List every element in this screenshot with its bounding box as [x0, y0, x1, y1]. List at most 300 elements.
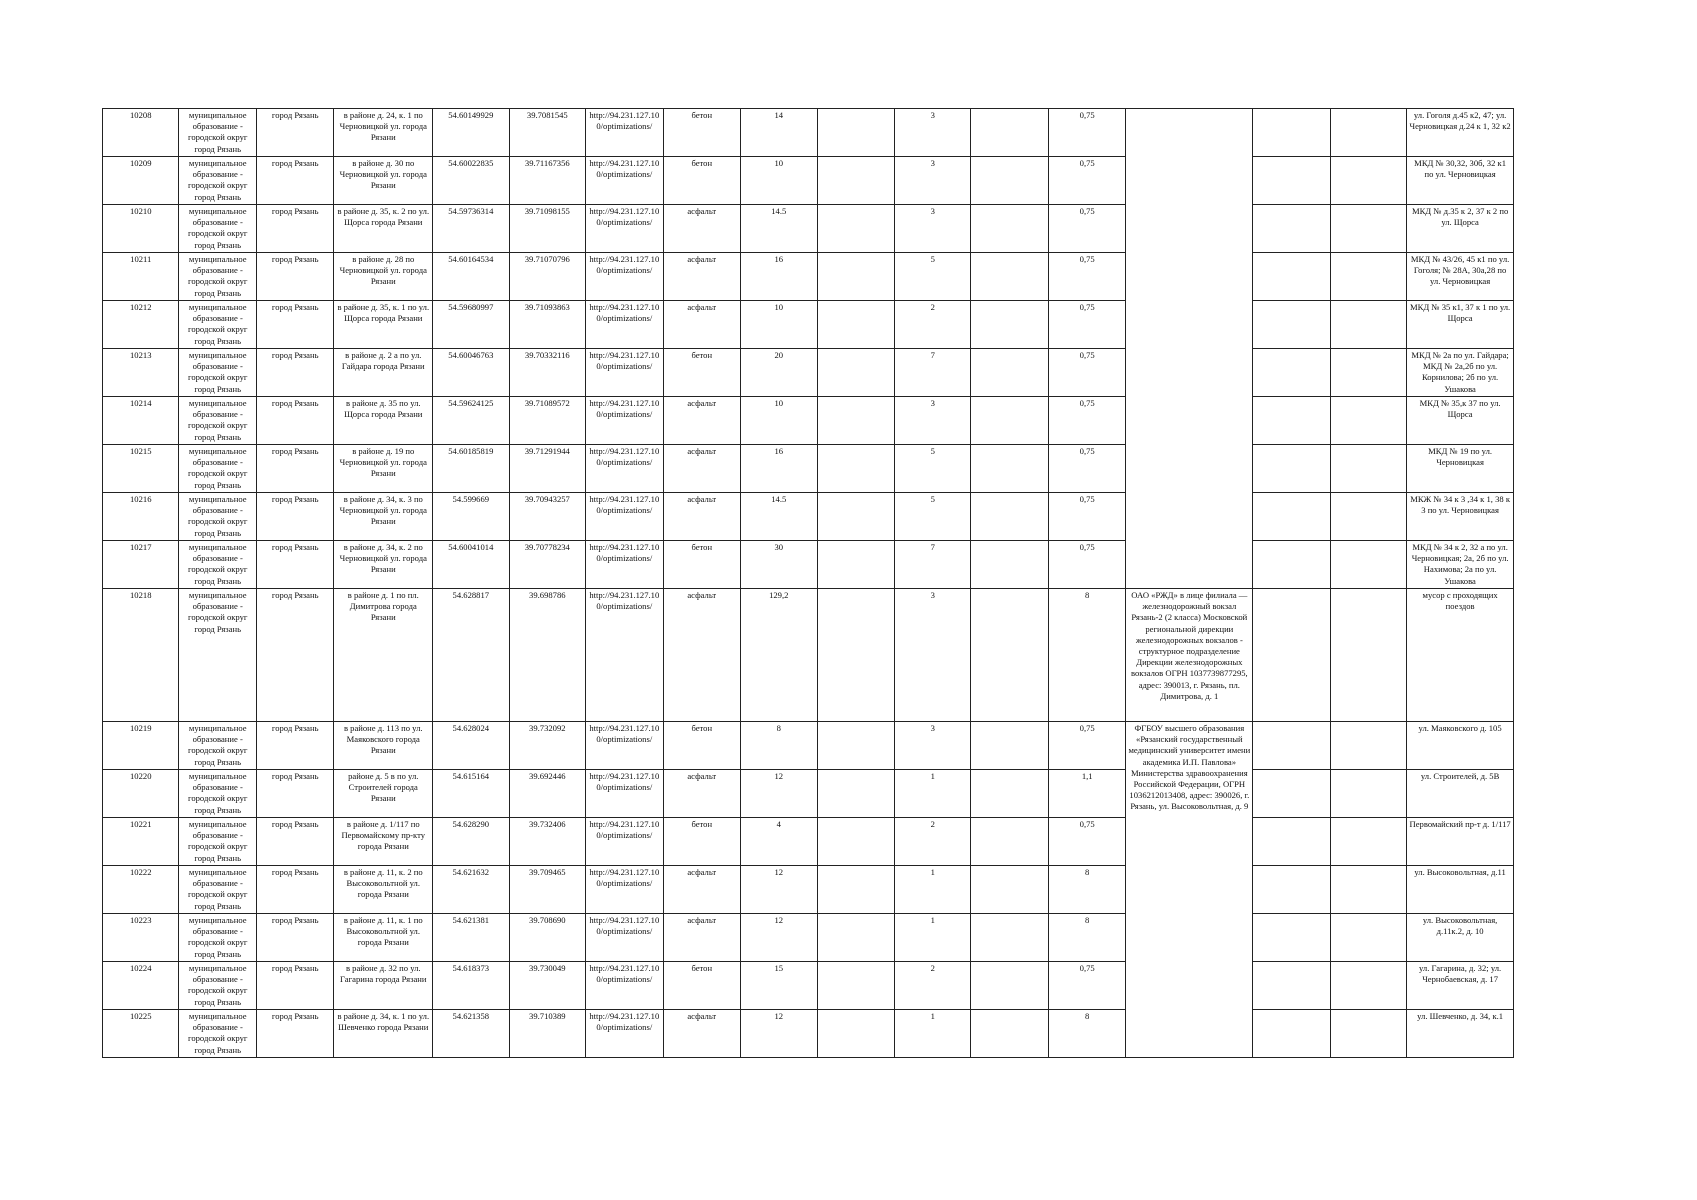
cell-empty [1253, 914, 1330, 962]
cell-address: в районе д. 32 по ул. Гагарина города Рязани [334, 962, 433, 1010]
cell-id: 10221 [103, 818, 179, 866]
cell-url: http://94.231.127.100/optimizations/ [586, 349, 663, 397]
cell-containers: 7 [894, 541, 970, 589]
cell-empty [1330, 914, 1406, 962]
cell-sources: Первомайский пр-т д. 1/117 [1407, 818, 1514, 866]
cell-city: город Рязань [256, 493, 333, 541]
cell-surface: асфальт [663, 205, 740, 253]
cell-empty [1253, 770, 1330, 818]
cell-municipality: муниципальное образование - городской округ город Рязань [179, 253, 256, 301]
cell-address: в районе д. 30 по Черновицкой ул. города Рязани [334, 157, 433, 205]
cell-url: http://94.231.127.100/optimizations/ [586, 397, 663, 445]
cell-containers: 3 [894, 109, 970, 157]
cell-address: в районе д. 1/117 по Первомайскому пр-кту города Рязани [334, 818, 433, 866]
cell-area: 14.5 [741, 493, 817, 541]
cell-address: в районе д. 24, к. 1 по Черновицкой ул. города Рязани [334, 109, 433, 157]
cell-empty [971, 493, 1048, 541]
cell-sources: МКД № 19 по ул. Черновицкая [1407, 445, 1514, 493]
cell-municipality: муниципальное образование - городской округ город Рязань [179, 157, 256, 205]
cell-municipality: муниципальное образование - городской округ город Рязань [179, 205, 256, 253]
cell-containers: 5 [894, 253, 970, 301]
cell-area: 20 [741, 349, 817, 397]
cell-sources: ул. Высоковольтная, д.11к.2, д. 10 [1407, 914, 1514, 962]
cell-empty [1253, 722, 1330, 770]
cell-empty [971, 109, 1048, 157]
cell-city: город Рязань [256, 301, 333, 349]
cell-area: 10 [741, 301, 817, 349]
cell-empty [971, 1010, 1048, 1058]
cell-surface: асфальт [663, 1010, 740, 1058]
cell-latitude: 54.60185819 [433, 445, 509, 493]
cell-latitude: 54.59624125 [433, 397, 509, 445]
cell-empty [1253, 493, 1330, 541]
cell-empty [971, 722, 1048, 770]
cell-empty [1253, 1010, 1330, 1058]
cell-containers: 3 [894, 722, 970, 770]
cell-surface: бетон [663, 818, 740, 866]
cell-surface: бетон [663, 349, 740, 397]
cell-city: город Рязань [256, 1010, 333, 1058]
cell-address: в районе д. 2 а по ул. Гайдара города Рязани [334, 349, 433, 397]
cell-volume: 8 [1048, 866, 1125, 914]
cell-empty [971, 397, 1048, 445]
cell-empty [1330, 205, 1406, 253]
cell-municipality: муниципальное образование - городской округ город Рязань [179, 722, 256, 770]
cell-empty [971, 914, 1048, 962]
cell-municipality: муниципальное образование - городской округ город Рязань [179, 866, 256, 914]
cell-latitude: 54.621381 [433, 914, 509, 962]
cell-empty [971, 589, 1048, 722]
cell-sources: ул. Маяковского д. 105 [1407, 722, 1514, 770]
cell-city: город Рязань [256, 205, 333, 253]
cell-owner-empty [1126, 157, 1253, 205]
cell-sources: ул. Высоковольтная, д.11 [1407, 866, 1514, 914]
cell-latitude: 54.60022835 [433, 157, 509, 205]
cell-municipality: муниципальное образование - городской округ город Рязань [179, 914, 256, 962]
cell-empty [817, 397, 894, 445]
cell-empty [817, 866, 894, 914]
cell-empty [1330, 866, 1406, 914]
cell-volume: 0,75 [1048, 541, 1125, 589]
cell-empty [1330, 445, 1406, 493]
cell-empty [1330, 722, 1406, 770]
cell-containers: 1 [894, 866, 970, 914]
cell-containers: 1 [894, 770, 970, 818]
cell-municipality: муниципальное образование - городской округ город Рязань [179, 109, 256, 157]
cell-owner-empty [1126, 349, 1253, 397]
cell-empty [1253, 205, 1330, 253]
cell-containers: 2 [894, 301, 970, 349]
cell-longitude: 39.71093863 [509, 301, 585, 349]
cell-longitude: 39.70943257 [509, 493, 585, 541]
cell-longitude: 39.708690 [509, 914, 585, 962]
cell-empty [1330, 818, 1406, 866]
cell-area: 14 [741, 109, 817, 157]
cell-latitude: 54.599669 [433, 493, 509, 541]
cell-empty [817, 962, 894, 1010]
cell-containers: 1 [894, 914, 970, 962]
cell-area: 10 [741, 397, 817, 445]
cell-city: город Рязань [256, 818, 333, 866]
cell-empty [971, 770, 1048, 818]
cell-volume: 0,75 [1048, 397, 1125, 445]
cell-longitude: 39.71167356 [509, 157, 585, 205]
cell-area: 16 [741, 253, 817, 301]
cell-id: 10224 [103, 962, 179, 1010]
cell-municipality: муниципальное образование - городской округ город Рязань [179, 397, 256, 445]
cell-empty [1330, 493, 1406, 541]
cell-id: 10210 [103, 205, 179, 253]
cell-surface: асфальт [663, 445, 740, 493]
cell-empty [817, 914, 894, 962]
cell-empty [817, 541, 894, 589]
cell-empty [817, 301, 894, 349]
table-row [103, 962, 1514, 1010]
table-row [103, 493, 1514, 541]
cell-empty [971, 866, 1048, 914]
cell-owner-empty [1126, 445, 1253, 493]
cell-containers: 5 [894, 445, 970, 493]
cell-sources: ул. Гагарина, д. 32; ул. Чернобаевская, д. 17 [1407, 962, 1514, 1010]
cell-latitude: 54.628290 [433, 818, 509, 866]
cell-surface: бетон [663, 722, 740, 770]
cell-containers: 3 [894, 205, 970, 253]
cell-surface: асфальт [663, 253, 740, 301]
cell-empty [971, 301, 1048, 349]
cell-owner-empty [1126, 397, 1253, 445]
cell-longitude: 39.732406 [509, 818, 585, 866]
cell-volume: 0,75 [1048, 818, 1125, 866]
cell-url: http://94.231.127.100/optimizations/ [586, 589, 663, 722]
cell-empty [1330, 1010, 1406, 1058]
cell-volume: 0,75 [1048, 445, 1125, 493]
cell-id: 10209 [103, 157, 179, 205]
cell-url: http://94.231.127.100/optimizations/ [586, 205, 663, 253]
cell-latitude: 54.60041014 [433, 541, 509, 589]
cell-empty [1253, 541, 1330, 589]
cell-url: http://94.231.127.100/optimizations/ [586, 818, 663, 866]
cell-empty [971, 541, 1048, 589]
cell-volume: 8 [1048, 589, 1125, 722]
cell-city: город Рязань [256, 541, 333, 589]
cell-id: 10208 [103, 109, 179, 157]
cell-volume: 0,75 [1048, 157, 1125, 205]
cell-area: 30 [741, 541, 817, 589]
cell-sources: МКД № 34 к 2, 32 а по ул. Черновицкая; 2а, 2б по ул. Нахимова; 2а по ул. Ушакова [1407, 541, 1514, 589]
cell-owner-empty [1126, 253, 1253, 301]
cell-empty [1330, 589, 1406, 722]
cell-address: в районе д. 35, к. 1 по ул. Щорса города Рязани [334, 301, 433, 349]
cell-empty [1330, 109, 1406, 157]
cell-empty [1330, 157, 1406, 205]
cell-latitude: 54.60164534 [433, 253, 509, 301]
cell-city: город Рязань [256, 770, 333, 818]
cell-area: 12 [741, 914, 817, 962]
cell-empty [817, 493, 894, 541]
cell-empty [1253, 349, 1330, 397]
cell-area: 4 [741, 818, 817, 866]
cell-city: город Рязань [256, 445, 333, 493]
cell-volume: 8 [1048, 914, 1125, 962]
table-row [103, 1010, 1514, 1058]
cell-address: в районе д. 34, к. 2 по Черновицкой ул. города Рязани [334, 541, 433, 589]
cell-sources: ул. Строителей, д. 5В [1407, 770, 1514, 818]
cell-area: 8 [741, 722, 817, 770]
cell-empty [817, 253, 894, 301]
cell-empty [817, 770, 894, 818]
cell-volume: 0,75 [1048, 493, 1125, 541]
cell-empty [971, 157, 1048, 205]
cell-longitude: 39.692446 [509, 770, 585, 818]
cell-longitude: 39.709465 [509, 866, 585, 914]
cell-sources: ул. Шевченко, д. 34, к.1 [1407, 1010, 1514, 1058]
cell-latitude: 54.615164 [433, 770, 509, 818]
cell-sources: МКД № 35 к1, 37 к 1 по ул. Щорса [1407, 301, 1514, 349]
cell-volume: 0,75 [1048, 962, 1125, 1010]
cell-containers: 3 [894, 589, 970, 722]
cell-id: 10215 [103, 445, 179, 493]
cell-address: в районе д. 35, к. 2 по ул. Щорса города Рязани [334, 205, 433, 253]
cell-sources: МКД № 2а по ул. Гайдара; МКД № 2а,2б по ул. Корнилова; 2б по ул. Ушакова [1407, 349, 1514, 397]
cell-longitude: 39.7081545 [509, 109, 585, 157]
cell-latitude: 54.60149929 [433, 109, 509, 157]
cell-longitude: 39.698786 [509, 589, 585, 722]
table-row [103, 770, 1514, 818]
cell-empty [971, 349, 1048, 397]
table-row [103, 205, 1514, 253]
cell-id: 10223 [103, 914, 179, 962]
cell-url: http://94.231.127.100/optimizations/ [586, 493, 663, 541]
cell-sources: МКД № 35,к 37 по ул. Щорса [1407, 397, 1514, 445]
cell-city: город Рязань [256, 866, 333, 914]
cell-url: http://94.231.127.100/optimizations/ [586, 541, 663, 589]
cell-empty [817, 109, 894, 157]
cell-longitude: 39.710389 [509, 1010, 585, 1058]
cell-owner: ФГБОУ высшего образования «Рязанский государственный медицинский университет имени академика И.П. Павлова» Министерства здравоохранения Российской Федерации, ОГРН 1036212013408, адрес: 390026, г. Рязань, ул. Высоковольтная, д. 9 [1126, 722, 1253, 1058]
cell-latitude: 54.621632 [433, 866, 509, 914]
cell-empty [1253, 157, 1330, 205]
cell-id: 10219 [103, 722, 179, 770]
cell-municipality: муниципальное образование - городской округ город Рязань [179, 770, 256, 818]
cell-empty [817, 445, 894, 493]
cell-municipality: муниципальное образование - городской округ город Рязань [179, 445, 256, 493]
table-row [103, 109, 1514, 157]
cell-empty [1253, 962, 1330, 1010]
cell-url: http://94.231.127.100/optimizations/ [586, 157, 663, 205]
cell-empty [971, 205, 1048, 253]
table-row [103, 866, 1514, 914]
cell-area: 12 [741, 770, 817, 818]
table-row [103, 818, 1514, 866]
cell-latitude: 54.628024 [433, 722, 509, 770]
cell-sources: МКЖ № 34 к 3 ,34 к 1, 38 к 3 по ул. Черновицкая [1407, 493, 1514, 541]
cell-empty [1330, 349, 1406, 397]
cell-id: 10216 [103, 493, 179, 541]
cell-empty [817, 722, 894, 770]
cell-empty [1330, 962, 1406, 1010]
cell-id: 10212 [103, 301, 179, 349]
cell-empty [817, 349, 894, 397]
cell-id: 10214 [103, 397, 179, 445]
cell-surface: асфальт [663, 914, 740, 962]
cell-id: 10218 [103, 589, 179, 722]
cell-area: 12 [741, 866, 817, 914]
cell-area: 14.5 [741, 205, 817, 253]
cell-longitude: 39.732092 [509, 722, 585, 770]
cell-city: город Рязань [256, 253, 333, 301]
cell-area: 10 [741, 157, 817, 205]
cell-volume: 0,75 [1048, 722, 1125, 770]
cell-empty [971, 253, 1048, 301]
cell-municipality: муниципальное образование - городской округ город Рязань [179, 818, 256, 866]
cell-owner-empty [1126, 541, 1253, 589]
cell-url: http://94.231.127.100/optimizations/ [586, 770, 663, 818]
cell-city: город Рязань [256, 349, 333, 397]
cell-containers: 2 [894, 962, 970, 1010]
cell-latitude: 54.59680997 [433, 301, 509, 349]
cell-containers: 3 [894, 157, 970, 205]
cell-surface: асфальт [663, 770, 740, 818]
table-row [103, 589, 1514, 722]
cell-latitude: 54.628817 [433, 589, 509, 722]
cell-owner-empty [1126, 205, 1253, 253]
cell-owner: ОАО «РЖД» в лице филиала — железнодорожный вокзал Рязань-2 (2 класса) Московской региональной дирекции железнодорожных вокзалов - структурное подразделение Дирекции железнодорожных вокзалов ОГРН 1037739877295, адрес: 390013, г. Рязань, пл. Димитрова, д. 1 [1126, 589, 1253, 722]
cell-empty [1253, 301, 1330, 349]
cell-municipality: муниципальное образование - городской округ город Рязань [179, 301, 256, 349]
cell-city: город Рязань [256, 914, 333, 962]
cell-id: 10222 [103, 866, 179, 914]
cell-sources: МКД № д.35 к 2, 37 к 2 по ул. Щорса [1407, 205, 1514, 253]
cell-containers: 7 [894, 349, 970, 397]
cell-empty [971, 962, 1048, 1010]
cell-sources: МКД № 43/26, 45 к1 по ул. Гоголя; № 28А, 30а,28 по ул. Черновицкая [1407, 253, 1514, 301]
table-row [103, 541, 1514, 589]
cell-area: 12 [741, 1010, 817, 1058]
cell-surface: асфальт [663, 866, 740, 914]
cell-area: 16 [741, 445, 817, 493]
cell-municipality: муниципальное образование - городской округ город Рязань [179, 493, 256, 541]
cell-empty [1330, 253, 1406, 301]
cell-city: город Рязань [256, 722, 333, 770]
cell-address: в районе д. 35 по ул. Щорса города Рязани [334, 397, 433, 445]
cell-address: в районе д. 19 по Черновицкой ул. города Рязани [334, 445, 433, 493]
cell-municipality: муниципальное образование - городской округ город Рязань [179, 589, 256, 722]
cell-longitude: 39.70778234 [509, 541, 585, 589]
cell-containers: 2 [894, 818, 970, 866]
table-row [103, 253, 1514, 301]
cell-url: http://94.231.127.100/optimizations/ [586, 1010, 663, 1058]
cell-empty [1330, 301, 1406, 349]
cell-address: в районе д. 11, к. 2 по Высоковольтной ул. города Рязани [334, 866, 433, 914]
cell-empty [1253, 818, 1330, 866]
cell-surface: бетон [663, 962, 740, 1010]
cell-containers: 3 [894, 397, 970, 445]
cell-surface: бетон [663, 157, 740, 205]
cell-city: город Рязань [256, 589, 333, 722]
cell-city: город Рязань [256, 962, 333, 1010]
cell-municipality: муниципальное образование - городской округ город Рязань [179, 1010, 256, 1058]
cell-longitude: 39.71098155 [509, 205, 585, 253]
cell-sources: мусор с проходящих поездов [1407, 589, 1514, 722]
cell-longitude: 39.71089572 [509, 397, 585, 445]
table-row [103, 722, 1514, 770]
cell-municipality: муниципальное образование - городской округ город Рязань [179, 541, 256, 589]
cell-empty [1330, 397, 1406, 445]
cell-volume: 0,75 [1048, 253, 1125, 301]
cell-owner-empty [1126, 301, 1253, 349]
cell-address: районе д. 5 в по ул. Строителей города Рязани [334, 770, 433, 818]
cell-empty [817, 589, 894, 722]
cell-containers: 1 [894, 1010, 970, 1058]
cell-empty [1253, 866, 1330, 914]
cell-url: http://94.231.127.100/optimizations/ [586, 914, 663, 962]
cell-address: в районе д. 34, к. 3 по Черновицкой ул. города Рязани [334, 493, 433, 541]
cell-surface: асфальт [663, 301, 740, 349]
cell-latitude: 54.60046763 [433, 349, 509, 397]
cell-address: в районе д. 11, к. 1 по Высоковольтной ул. города Рязани [334, 914, 433, 962]
cell-url: http://94.231.127.100/optimizations/ [586, 866, 663, 914]
cell-city: город Рязань [256, 397, 333, 445]
cell-url: http://94.231.127.100/optimizations/ [586, 445, 663, 493]
cell-surface: бетон [663, 109, 740, 157]
cell-url: http://94.231.127.100/optimizations/ [586, 722, 663, 770]
cell-volume: 0,75 [1048, 205, 1125, 253]
cell-area: 15 [741, 962, 817, 1010]
cell-empty [1253, 397, 1330, 445]
cell-latitude: 54.618373 [433, 962, 509, 1010]
cell-city: город Рязань [256, 157, 333, 205]
cell-surface: бетон [663, 541, 740, 589]
cell-longitude: 39.71291944 [509, 445, 585, 493]
cell-id: 10211 [103, 253, 179, 301]
cell-volume: 1,1 [1048, 770, 1125, 818]
registry-table-body [103, 109, 1514, 1058]
cell-municipality: муниципальное образование - городской округ город Рязань [179, 349, 256, 397]
cell-longitude: 39.70332116 [509, 349, 585, 397]
cell-empty [971, 818, 1048, 866]
cell-address: в районе д. 28 по Черновицкой ул. города Рязани [334, 253, 433, 301]
cell-empty [817, 818, 894, 866]
cell-empty [1330, 541, 1406, 589]
cell-empty [817, 1010, 894, 1058]
cell-id: 10225 [103, 1010, 179, 1058]
cell-volume: 0,75 [1048, 349, 1125, 397]
cell-empty [1253, 589, 1330, 722]
cell-sources: ул. Гоголя д.45 к2, 47; ул. Черновицкая д.24 к 1, 32 к2 [1407, 109, 1514, 157]
cell-url: http://94.231.127.100/optimizations/ [586, 962, 663, 1010]
registry-table [102, 108, 1514, 1058]
cell-url: http://94.231.127.100/optimizations/ [586, 253, 663, 301]
table-row [103, 157, 1514, 205]
cell-empty [817, 205, 894, 253]
cell-id: 10220 [103, 770, 179, 818]
cell-latitude: 54.621358 [433, 1010, 509, 1058]
cell-surface: асфальт [663, 493, 740, 541]
cell-empty [1253, 253, 1330, 301]
cell-address: в районе д. 34, к. 1 по ул. Шевченко города Рязани [334, 1010, 433, 1058]
table-row [103, 914, 1514, 962]
table-row [103, 445, 1514, 493]
cell-owner-empty [1126, 109, 1253, 157]
cell-empty [1330, 770, 1406, 818]
cell-id: 10217 [103, 541, 179, 589]
cell-area: 129,2 [741, 589, 817, 722]
cell-empty [817, 157, 894, 205]
cell-empty [1253, 109, 1330, 157]
cell-empty [971, 445, 1048, 493]
table-row [103, 301, 1514, 349]
table-row [103, 397, 1514, 445]
